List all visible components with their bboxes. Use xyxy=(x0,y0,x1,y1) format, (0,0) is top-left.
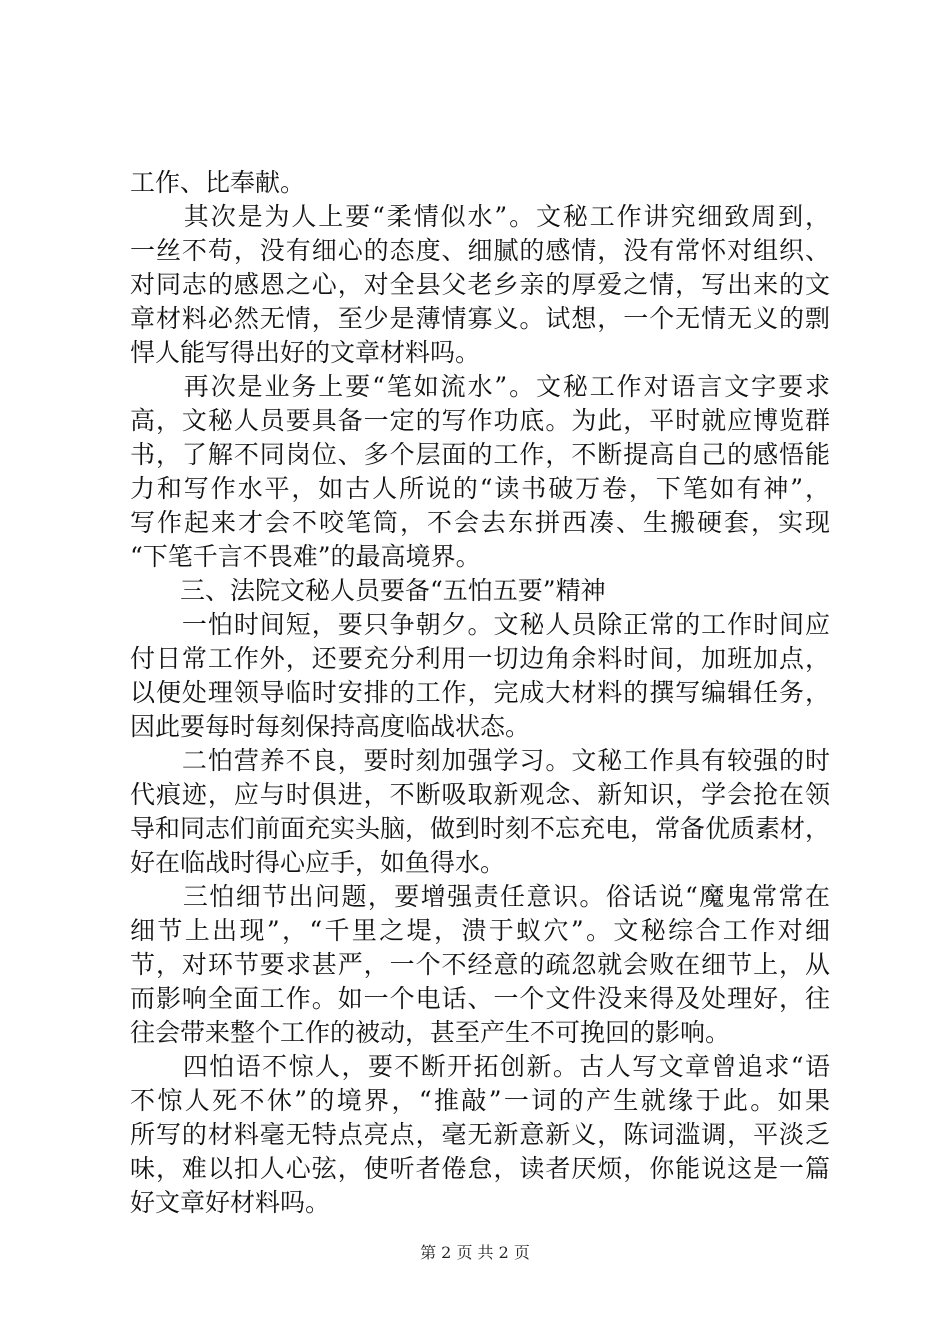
text-line: 再次是业务上要“笔如流水”。文秘工作对语言文字要求 xyxy=(130,372,830,401)
text-line: 四怕语不惊人，要不断开拓创新。古人写文章曾追求“语 xyxy=(130,1052,830,1081)
text-line: 味，难以扣人心弦，使听者倦怠，读者厌烦，你能说这是一篇 xyxy=(130,1154,830,1183)
text-line: “下笔千言不畏难”的最高境界。 xyxy=(130,542,481,571)
text-line: 而影响全面工作。如一个电话、一个文件没来得及处理好，往 xyxy=(130,984,830,1013)
text-line: 三怕细节出问题，要增强责任意识。俗话说“魔鬼常常在 xyxy=(130,882,830,911)
page-footer: 第 2 页 共 2 页 xyxy=(420,1243,530,1262)
text-line: 因此要每时每刻保持高度临战状态。 xyxy=(130,712,531,741)
text-line: 所写的材料毫无特点亮点，毫无新意新义，陈词滥调，平淡乏 xyxy=(130,1120,830,1149)
text-line: 对同志的感恩之心，对全县父老乡亲的厚爱之情，写出来的文 xyxy=(130,270,830,299)
text-line: 力和写作水平，如古人所说的“读书破万卷，下笔如有神”， xyxy=(130,474,830,503)
text-line: 以便处理领导临时安排的工作，完成大材料的撰写编辑任务， xyxy=(130,678,830,707)
section-heading: 三、法院文秘人员要备“五怕五要”精神 xyxy=(130,576,606,605)
text-line: 代痕迹，应与时俱进，不断吸取新观念、新知识，学会抢在领 xyxy=(130,780,830,809)
text-line: 二怕营养不良，要时刻加强学习。文秘工作具有较强的时 xyxy=(130,746,830,775)
text-line: 悍人能写得出好的文章材料吗。 xyxy=(130,338,481,367)
text-line: 不惊人死不休”的境界，“推敲”一词的产生就缘于此。如果 xyxy=(130,1086,830,1115)
text-line: 书，了解不同岗位、多个层面的工作，不断提高自己的感悟能 xyxy=(130,440,830,469)
text-line: 好在临战时得心应手，如鱼得水。 xyxy=(130,848,506,877)
text-line: 高，文秘人员要具备一定的写作功底。为此，平时就应博览群 xyxy=(130,406,830,435)
text-line: 一怕时间短，要只争朝夕。文秘人员除正常的工作时间应 xyxy=(130,610,830,639)
text-line: 工作、比奉献。 xyxy=(130,168,306,197)
text-line: 写作起来才会不咬笔筒，不会去东拼西凑、生搬硬套，实现 xyxy=(130,508,830,537)
text-line: 章材料必然无情，至少是薄情寡义。试想，一个无情无义的剽 xyxy=(130,304,830,333)
text-line: 一丝不苟，没有细心的态度、细腻的感情，没有常怀对组织、 xyxy=(130,236,830,265)
text-line: 细节上出现”，“千里之堤，溃于蚁穴”。文秘综合工作对细 xyxy=(130,916,830,945)
text-line: 其次是为人上要“柔情似水”。文秘工作讲究细致周到， xyxy=(130,202,830,231)
text-line: 好文章好材料吗。 xyxy=(130,1188,331,1217)
text-line: 导和同志们前面充实头脑，做到时刻不忘充电，常备优质素材， xyxy=(130,814,831,843)
text-line: 节，对环节要求甚严，一个不经意的疏忽就会败在细节上，从 xyxy=(130,950,830,979)
text-line: 往会带来整个工作的被动，甚至产生不可挽回的影响。 xyxy=(130,1018,731,1047)
text-line: 付日常工作外，还要充分利用一切边角余料时间，加班加点， xyxy=(130,644,830,673)
